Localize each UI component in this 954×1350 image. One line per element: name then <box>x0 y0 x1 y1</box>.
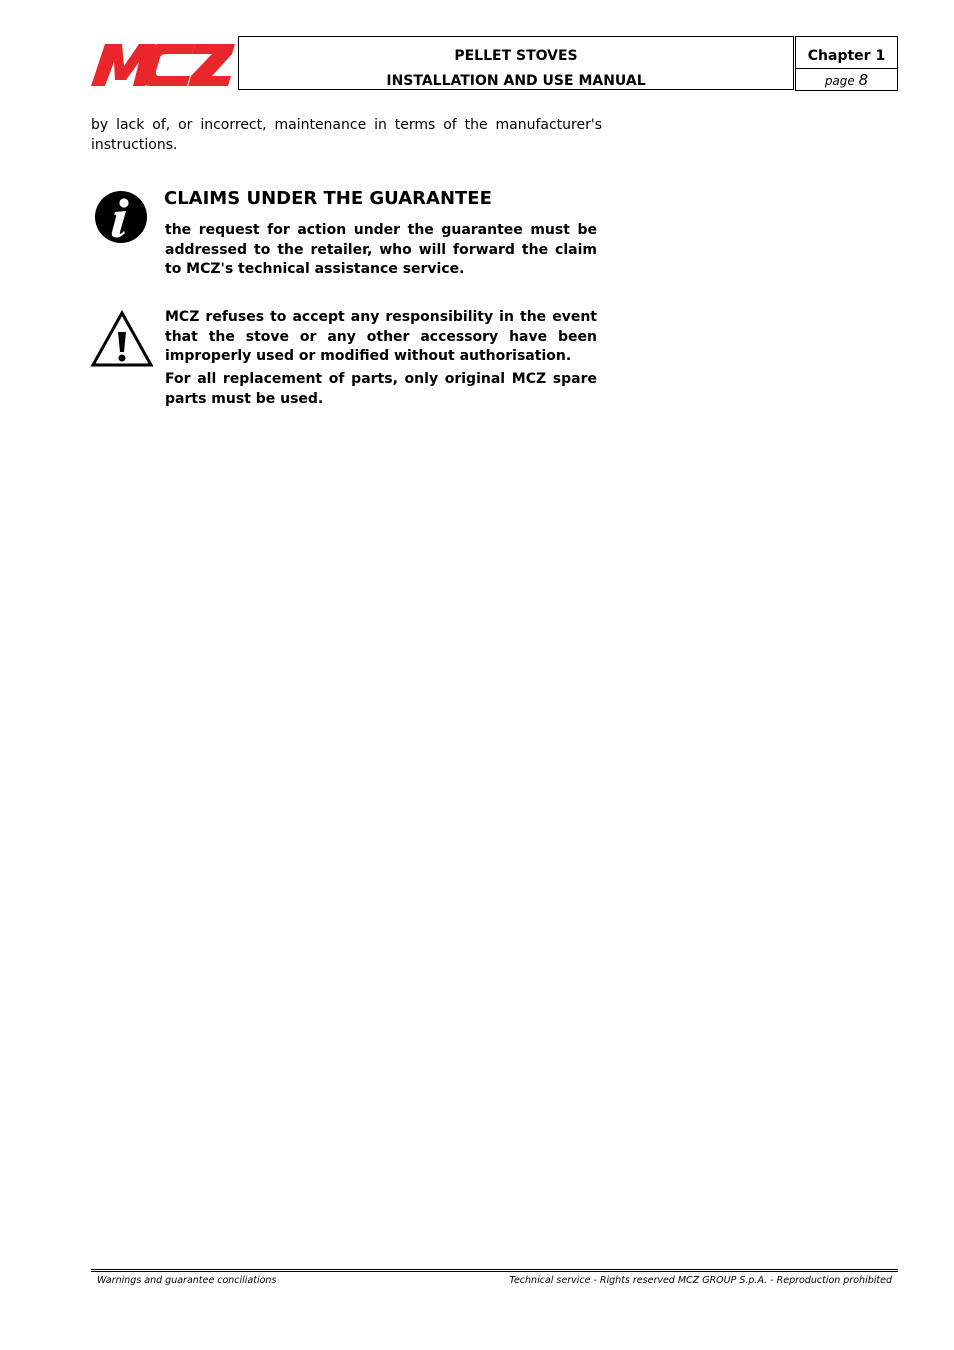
header-title-line2: INSTALLATION AND USE MANUAL <box>386 73 646 89</box>
header-title-box <box>238 36 794 90</box>
info-icon <box>94 190 148 244</box>
footer-copyright: Technical service - Rights reserved MCZ GROUP S.p.A. - Reproduction prohibited <box>509 1275 892 1286</box>
warning-icon <box>90 310 154 368</box>
footer-divider <box>91 1269 898 1270</box>
guarantee-claim-text: the request for action under the guarantee must be addressed to the retailer, who will forward the claim to MCZ's technical assistance service. <box>165 222 597 277</box>
intro-paragraph: by lack of, or incorrect, maintenance in terms of the manufacturer's instructions. <box>91 117 602 153</box>
page-label: page <box>824 74 855 88</box>
page-indicator <box>796 69 897 91</box>
header-title-line1: PELLET STOVES <box>454 48 578 64</box>
page-number: 8 <box>858 71 869 89</box>
footer-divider-secondary <box>91 1271 898 1272</box>
header-chapter-box <box>795 36 898 91</box>
responsibility-warning-text: MCZ refuses to accept any responsibility in the event that the stove or any other accessory have been improperly used or modified without authorisation. <box>165 309 597 364</box>
mcz-logo <box>91 40 235 86</box>
footer-section-name: Warnings and guarantee conciliations <box>97 1275 277 1286</box>
spare-parts-text: For all replacement of parts, only original MCZ spare parts must be used. <box>165 371 597 407</box>
section-title: CLAIMS UNDER THE GUARANTEE <box>164 188 492 209</box>
chapter-label: Chapter 1 <box>796 37 897 69</box>
